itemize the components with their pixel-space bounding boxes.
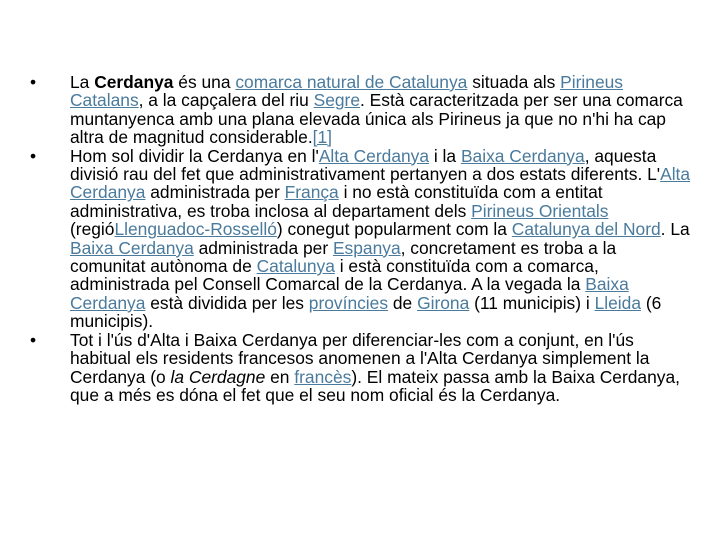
link-alta-cerdanya[interactable]: Alta Cerdanya	[70, 164, 691, 203]
bullet-item-3	[30, 331, 695, 405]
text-run: administrada per	[193, 237, 333, 258]
link-baixa-cerdanya[interactable]: Baixa Cerdanya	[460, 145, 585, 166]
italic-term-la-cerdagne: la Cerdagne	[170, 366, 266, 387]
text-run: és una	[173, 72, 236, 92]
link-frances[interactable]: francès	[294, 366, 352, 387]
text-run: ) conegut popularment com la	[276, 219, 512, 240]
text-run: i està constituïda com a comarca, administrada pel Consell Comarcal de la Cerdanya. A la vegada la	[70, 256, 599, 295]
bullet-item-2	[30, 147, 695, 331]
bullet-item-1	[30, 73, 695, 147]
text-run: i no està constituïda com a entitat administrativa, es troba inclosa al departament dels	[70, 182, 603, 221]
link-girona[interactable]: Girona	[417, 292, 470, 313]
text-run: , concretament es troba a la comunitat autònoma de	[70, 237, 617, 277]
link-alta-cerdanya[interactable]: Alta Cerdanya	[318, 145, 430, 166]
bullet-icon: •	[30, 145, 37, 166]
bullet-icon: •	[30, 72, 37, 92]
text-run: , a la capçalera del riu	[138, 90, 314, 111]
text-run: (regió	[70, 219, 115, 240]
link-comarca-natural[interactable]: comarca natural de Catalunya	[235, 72, 468, 92]
link-lleida[interactable]: Lleida	[594, 292, 641, 313]
text-run: , aquesta divisió rau del fet que administrativament pertanyen a dos estats diferents. L'	[70, 145, 661, 185]
text-run: en	[265, 366, 295, 387]
text-run: La	[70, 72, 95, 92]
link-llenguadoc-rossello[interactable]: Llenguadoc-Rosselló	[114, 219, 277, 240]
text-run: (11 municipis) i	[469, 292, 595, 313]
bold-term-cerdanya: Cerdanya	[94, 72, 174, 92]
text-run: (6 municipis).	[70, 292, 662, 332]
link-pirineus-catalans[interactable]: Pirineus Catalans	[70, 72, 624, 111]
text-run: Hom sol dividir la Cerdanya en l'	[70, 145, 319, 166]
text-run: situada als	[467, 72, 561, 92]
link-baixa-cerdanya[interactable]: Baixa Cerdanya	[70, 237, 194, 258]
text-run: ). El mateix passa amb la Baixa Cerdanya, que a més es dóna el fet que el seu nom oficial és la Cerdanya.	[70, 366, 680, 405]
text-run: i la	[429, 145, 461, 166]
link-catalunya-del-nord[interactable]: Catalunya del Nord	[511, 219, 661, 240]
bullet-icon: •	[30, 329, 37, 350]
link-reference-1[interactable]: [1]	[312, 127, 332, 148]
link-segre[interactable]: Segre	[313, 90, 361, 111]
link-franca[interactable]: França	[284, 182, 339, 203]
text-run: de	[388, 292, 418, 313]
bullet-list	[30, 73, 695, 404]
text-run: Tot i l'ús d'Alta i Baixa Cerdanya per diferenciar-les com a conjunt, en l'ús habitual els residents francesos anomenen a l'Alta Cerdanya simplement la Cerdanya (o	[70, 329, 650, 387]
text-run: . La	[660, 219, 690, 240]
link-pirineus-orientals[interactable]: Pirineus Orientals	[471, 200, 609, 221]
text-run: administrada per	[145, 182, 285, 203]
link-provincies[interactable]: províncies	[308, 292, 389, 313]
link-catalunya[interactable]: Catalunya	[256, 256, 335, 277]
link-espanya[interactable]: Espanya	[332, 237, 401, 258]
text-run: està dividida per les	[145, 292, 309, 313]
link-baixa-cerdanya[interactable]: Baixa Cerdanya	[70, 274, 629, 313]
text-run: . Està caracteritzada per ser una comarca muntanyenca amb una plana elevada única als Pirineus ja que no n'hi ha cap altra de magnitud considerable.	[70, 90, 683, 148]
